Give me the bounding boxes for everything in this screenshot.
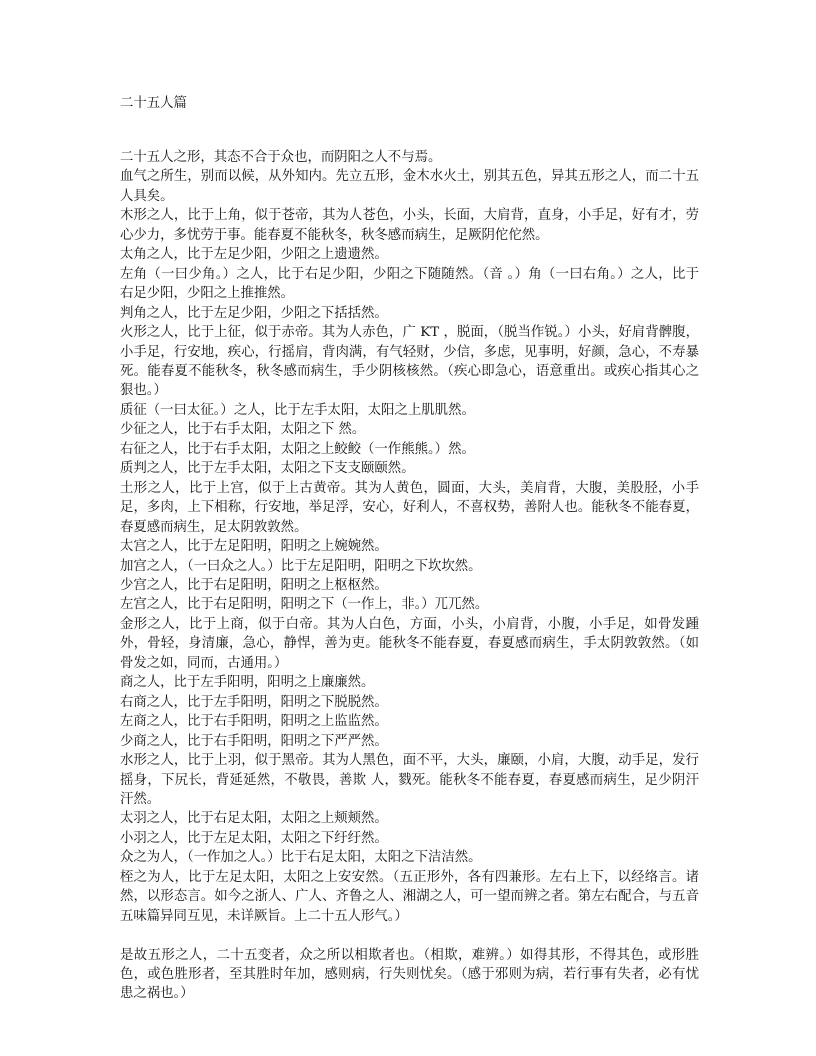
paragraph: 判角之人，比于左足少阳，少阳之下括括然。 xyxy=(120,305,388,321)
paragraph: 是故五形之人，二十五变者，众之所以相欺者也。（相欺，难辨。）如得其形，不得其色，或形胜色，或色胜形者，至其胜时年加，感则病，行失则忧矣。（感于邪则为病，若行事有失者，必有忧患之祸也。） xyxy=(120,947,699,1002)
paragraph: 左角（一曰少角。）之人，比于右足少阳，少阳之下随随然。（音 。）角（一曰右角。）之人，比于右足少阳，少阳之上推推然。 xyxy=(120,266,699,302)
paragraph: 左宫之人，比于右足阳明，阳明之下（一作上，非。）兀兀然。 xyxy=(120,597,489,613)
paragraph-gap xyxy=(120,926,699,945)
document-body xyxy=(120,148,699,1004)
paragraph: 太角之人，比于左足少阳，少阳之上遗遗然。 xyxy=(120,247,388,263)
paragraph: 加宫之人，（一曰众之人。）比于左足阳明，阳明之下坎坎然。 xyxy=(120,558,482,574)
paragraph: 少商之人，比于右手阳明，阳明之下严严然。 xyxy=(120,733,388,749)
paragraph: 水形之人，比于上羽，似于黑帝。其为人黑色，面不平，大头，廉颐，小肩，大腹，动手足，发行摇身，下尻长，背延延然，不敬畏，善欺 人，戮死。能秋冬不能春夏，春夏感而病生，足少阴汗汗然。 xyxy=(120,753,699,807)
paragraph: 众之为人，（一作加之人。）比于右足太阳，太阳之下洁洁然。 xyxy=(120,850,482,866)
paragraph: 太宫之人，比于左足阳明，阳明之上婉婉然。 xyxy=(120,539,388,555)
document-title: 二十五人篇 xyxy=(120,96,187,111)
paragraph: 桎之为人，比于左足太阳，太阳之上安安然。（五正形外，各有四兼形。左右上下，以经络言。诸然，以形态言。如今之浙人、广人、齐鲁之人、湘湖之人，可一望而辨之者。第左右配合，与五音五味篇异同互见，未详厥旨。上二十五人形气。） xyxy=(120,869,699,924)
paragraph: 右征之人，比于右手太阳，太阳之上鲛鲛（一作熊熊。）然。 xyxy=(120,441,475,457)
paragraph: 少征之人，比于右手太阳，太阳之下 然。 xyxy=(120,422,366,438)
paragraph: 小羽之人，比于左足太阳，太阳之下纡纡然。 xyxy=(120,830,388,846)
paragraph: 左商之人，比于右手阳明，阳明之上监监然。 xyxy=(120,714,388,730)
paragraph: 火形之人，比于上征，似于赤帝。其为人赤色，广 KT ，脱面，（脱当作锐。）小头，好肩背髀腹，小手足，行安地，疾心，行摇肩，背肉满，有气轻财，少信，多虑，见事明，好颜，急心，不寿暴死。能春夏不能秋冬，秋冬感而病生，手少阴核核然。（疾心即急心，语意重出。或疾心指其心之狠也。） xyxy=(120,325,699,399)
paragraph: 血气之所生，别而以候，从外知内。先立五形，金木水火土，别其五色，异其五形之人，而二十五人具矣。 xyxy=(120,169,699,204)
paragraph: 质判之人，比于左手太阳，太阳之下支支颐颐然。 xyxy=(120,461,415,477)
paragraph: 二十五人之形，其态不合于众也，而阴阳之人不与焉。 xyxy=(120,150,442,165)
paragraph: 质征（一曰太征。）之人，比于左手太阳，太阳之上肌肌然。 xyxy=(120,402,475,418)
paragraph: 少宫之人，比于右足阳明，阳明之上枢枢然。 xyxy=(120,577,388,593)
paragraph: 商之人，比于左手阳明，阳明之上廉廉然。 xyxy=(120,675,375,691)
paragraph: 右商之人，比于左手阳明，阳明之下脱脱然。 xyxy=(120,694,388,710)
paragraph: 土形之人，比于上宫，似于上古黄帝。其为人黄色，圆面，大头，美肩背，大腹，美股胫，小手足，多肉，上下相称，行安地，举足浮，安心，好利人，不喜权势，善附人也。能秋冬不能春夏，春夏感而病生，足太阴敦敦然。 xyxy=(120,480,699,535)
paragraph: 金形之人，比于上商，似于白帝。其为人白色，方面，小头，小肩背，小腹，小手足，如骨发踵外，骨轻，身清廉，急心，静悍，善为吏。能秋冬不能春夏，春夏感而病生，手太阴敦敦然。（如骨发之如，同而，古通用。） xyxy=(120,616,699,671)
paragraph: 木形之人，比于上角，似于苍帝，其为人苍色，小头，长面，大肩背，直身，小手足，好有才，劳心少力，多忧劳于事。能春夏不能秋冬，秋冬感而病生，足厥阴佗佗然。 xyxy=(120,208,699,243)
paragraph: 太羽之人，比于右足太阳，太阳之上颊颊然。 xyxy=(120,811,388,827)
